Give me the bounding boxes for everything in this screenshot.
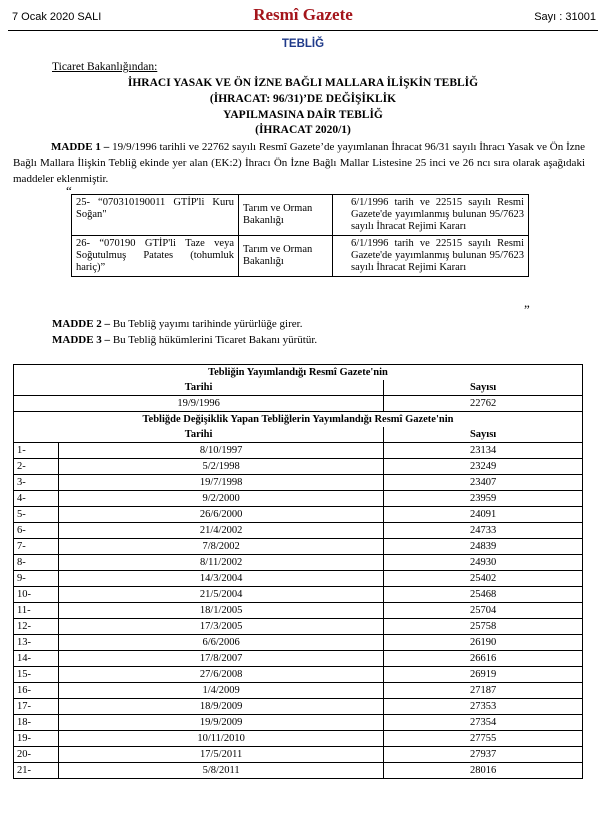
gazette-title: Resmî Gazete (253, 5, 353, 24)
table-row (14, 667, 583, 683)
publication-history-table (13, 364, 583, 779)
amendment-sequence: 17- (14, 699, 59, 715)
amendment-number: 27755 (384, 731, 583, 747)
amendment-reference: 6/1/1996 tarih ve 22515 sayılı Resmi Gazete'de yayımlanmış bulunan 95/7623 sayılı İhracat Rejimi Kararı (333, 236, 529, 277)
amendment-row (72, 195, 529, 236)
table-row (14, 571, 583, 587)
amendment-number: 25402 (384, 571, 583, 587)
regulation-title-line-1: İHRACI YASAK VE ÖN İZNE BAĞLI MALLARA İLİŞKİN TEBLİĞ (127, 77, 479, 89)
amendment-sequence: 8- (14, 555, 59, 571)
amendment-number: 25468 (384, 587, 583, 603)
amendments-heading: Tebliğde Değişiklik Yapan Tebliğlerin Yayımlandığı Resmî Gazete'nin (14, 412, 583, 428)
amendment-item: 26- “070190 GTİP'li Taze veya Soğutulmuş Patates (tohumluk hariç)” (72, 236, 239, 277)
amendment-sequence: 14- (14, 651, 59, 667)
amendment-number: 23249 (384, 459, 583, 475)
amendment-date: 19/7/1998 (59, 475, 384, 491)
article-3-text: Bu Tebliğ hükümlerini Ticaret Bakanı yürütür. (110, 334, 318, 346)
issue-date: 7 Ocak 2020 SALI (12, 11, 102, 23)
amendment-sequence: 6- (14, 523, 59, 539)
amendment-date: 26/6/2000 (59, 507, 384, 523)
issue-number: Sayı : 31001 (534, 11, 596, 23)
amendment-number: 25704 (384, 603, 583, 619)
amendment-sequence: 7- (14, 539, 59, 555)
article-3-label: MADDE 3 – (52, 334, 111, 346)
article-2 (52, 318, 302, 330)
amendment-sequence: 13- (14, 635, 59, 651)
table-row (14, 475, 583, 491)
regulation-title-line-4: (İHRACAT 2020/1) (255, 124, 351, 136)
amendment-sequence: 18- (14, 715, 59, 731)
amendment-sequence: 10- (14, 587, 59, 603)
amendment-row (72, 236, 529, 277)
table-row (14, 491, 583, 507)
table-row (14, 555, 583, 571)
original-date: 19/9/1996 (14, 396, 384, 412)
amendment-number: 27937 (384, 747, 583, 763)
article-2-text: Bu Tebliğ yayımı tarihinde yürürlüğe girer. (110, 318, 303, 330)
amendment-date: 17/3/2005 (59, 619, 384, 635)
amendment-date: 21/5/2004 (59, 587, 384, 603)
regulation-title-line-3: YAPILMASINA DAİR TEBLİĞ (223, 109, 383, 121)
original-number: 22762 (384, 396, 583, 412)
table-row (14, 731, 583, 747)
ministry-name: Ticaret Bakanlığından: (52, 61, 158, 73)
table-row (14, 507, 583, 523)
column-date-header: Tarihi (14, 380, 384, 396)
table-row (14, 603, 583, 619)
amendment-item: 25- “070310190011 GTİP'li Kuru Soğan" (72, 195, 239, 236)
amendment-sequence: 3- (14, 475, 59, 491)
amendment-number: 24091 (384, 507, 583, 523)
table-row (14, 459, 583, 475)
amendment-sequence: 5- (14, 507, 59, 523)
amendment-date: 19/9/2009 (59, 715, 384, 731)
amendment-sequence: 4- (14, 491, 59, 507)
table-row (14, 747, 583, 763)
table-row (14, 587, 583, 603)
amendment-number: 24930 (384, 555, 583, 571)
amendment-number: 23134 (384, 443, 583, 459)
column-number-header: Sayısı (384, 427, 583, 443)
amendment-number: 27353 (384, 699, 583, 715)
amendment-date: 6/6/2006 (59, 635, 384, 651)
amendment-date: 27/6/2008 (59, 667, 384, 683)
amendment-number: 26616 (384, 651, 583, 667)
amendment-sequence: 9- (14, 571, 59, 587)
table-row (14, 651, 583, 667)
table-row (14, 619, 583, 635)
amendment-date: 8/10/1997 (59, 443, 384, 459)
amendment-date: 1/4/2009 (59, 683, 384, 699)
article-1 (13, 139, 585, 187)
column-date-header: Tarihi (14, 427, 384, 443)
amendment-sequence: 15- (14, 667, 59, 683)
amendment-number: 24733 (384, 523, 583, 539)
amendment-number: 24839 (384, 539, 583, 555)
amendment-number: 25758 (384, 619, 583, 635)
regulation-title-line-2: (İHRACAT: 96/31)’DE DEĞİŞİKLİK (209, 93, 397, 105)
amendment-number: 23959 (384, 491, 583, 507)
amendment-sequence: 21- (14, 763, 59, 779)
original-heading: Tebliğin Yayımlandığı Resmî Gazete'nin (14, 365, 583, 381)
amendment-sequence: 2- (14, 459, 59, 475)
amendment-sequence: 12- (14, 619, 59, 635)
amendment-number: 26190 (384, 635, 583, 651)
amendment-date: 5/8/2011 (59, 763, 384, 779)
amendment-sequence: 11- (14, 603, 59, 619)
amendment-date: 17/8/2007 (59, 651, 384, 667)
section-heading: TEBLİĞ (281, 38, 325, 50)
page-header (8, 0, 598, 31)
amendment-number: 27187 (384, 683, 583, 699)
amendment-date: 18/9/2009 (59, 699, 384, 715)
amendment-date: 7/8/2002 (59, 539, 384, 555)
amendment-date: 8/11/2002 (59, 555, 384, 571)
amendment-date: 18/1/2005 (59, 603, 384, 619)
table-row (14, 635, 583, 651)
amendment-number: 28016 (384, 763, 583, 779)
amendment-sequence: 16- (14, 683, 59, 699)
column-number-header: Sayısı (384, 380, 583, 396)
amendment-date: 10/11/2010 (59, 731, 384, 747)
article-3 (52, 334, 317, 346)
amendment-date: 14/3/2004 (59, 571, 384, 587)
article-1-label: MADDE 1 – (51, 141, 110, 153)
amendment-sequence: 20- (14, 747, 59, 763)
amendment-reference: 6/1/1996 tarih ve 22515 sayılı Resmi Gazete'de yayımlanmış bulunan 95/7623 sayılı İhracat Rejimi Kararı (333, 195, 529, 236)
table-row (14, 443, 583, 459)
amendment-sequence: 19- (14, 731, 59, 747)
amendment-authority: Tarım ve Orman Bakanlığı (239, 236, 333, 277)
amendment-number: 23407 (384, 475, 583, 491)
amendment-date: 21/4/2002 (59, 523, 384, 539)
amendment-number: 26919 (384, 667, 583, 683)
table-row (14, 715, 583, 731)
table-row (14, 523, 583, 539)
table-row (14, 539, 583, 555)
amendment-number: 27354 (384, 715, 583, 731)
amendment-date: 9/2/2000 (59, 491, 384, 507)
open-quote: “ (66, 183, 72, 198)
table-row (14, 683, 583, 699)
article-1-text: 19/9/1996 tarihli ve 22762 sayılı Resmî Gazete’de yayımlanan İhracat 96/31 sayılı İhracı Yasak ve Ön İzne Bağlı Mallara İlişkin Tebliğ ekinde yer alan (EK:2) İhracı Ön İzne Bağlı Mallar Listesine 25 inci ve 26 ncı sıra olarak aşağıdaki maddeler eklenmiştir. (13, 141, 585, 185)
amendment-date: 5/2/1998 (59, 459, 384, 475)
table-row (14, 699, 583, 715)
amendment-authority: Tarım ve Orman Bakanlığı (239, 195, 333, 236)
close-quote: ” (524, 302, 530, 317)
article-2-label: MADDE 2 – (52, 318, 111, 330)
amendment-date: 17/5/2011 (59, 747, 384, 763)
amendment-sequence: 1- (14, 443, 59, 459)
amendment-table (71, 194, 529, 277)
table-row (14, 763, 583, 779)
